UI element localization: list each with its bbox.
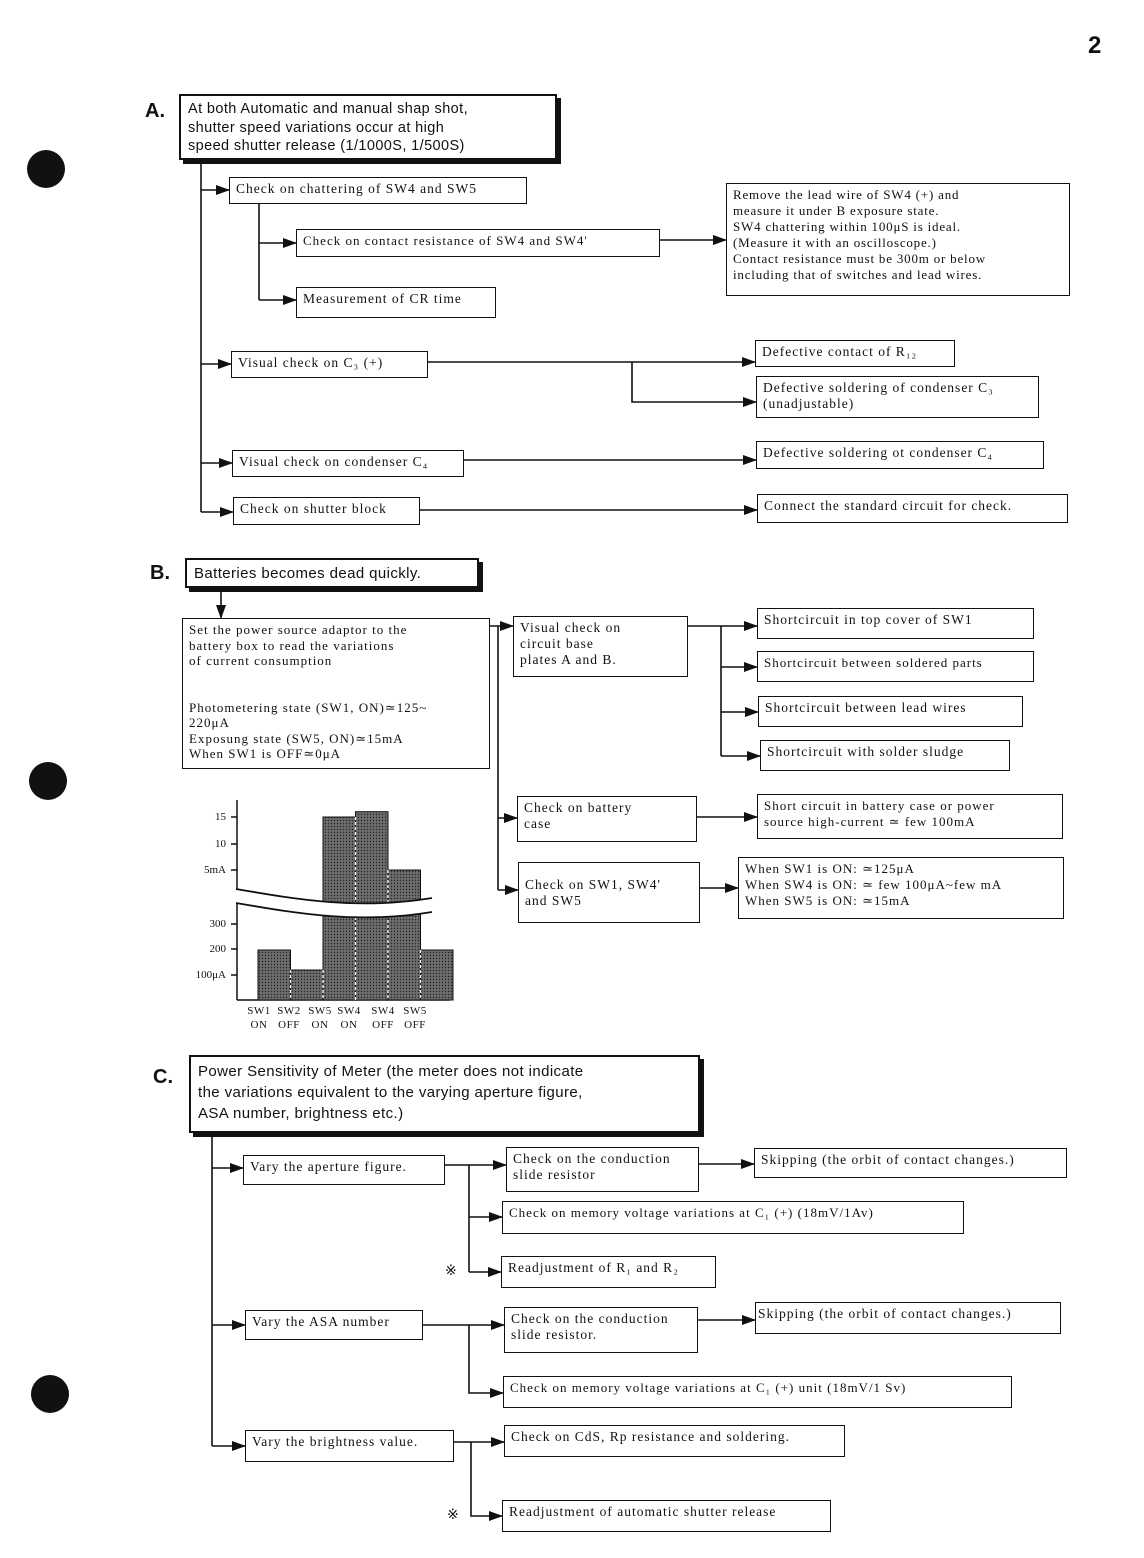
chart-bar: [291, 970, 324, 1000]
skipping-1-box: Skipping (the orbit of contact changes.): [754, 1148, 1067, 1178]
current-chart: [231, 800, 453, 1000]
page-number: 2: [1088, 32, 1102, 59]
vary-asa-box: Vary the ASA number: [245, 1310, 423, 1340]
x-category-label: SW5 OFF: [403, 1005, 427, 1031]
check-shutter-block-box: Check on shutter block: [233, 497, 420, 525]
check-memory-voltage-1-box: Check on memory voltage variations at C₁ (+) (18mV/1Av): [502, 1201, 964, 1234]
chart-bar: [258, 950, 291, 1000]
shortcircuit-lead-wires-box: Shortcircuit between lead wires: [758, 696, 1023, 727]
check-memory-voltage-2-box: Check on memory voltage variations at C₁ (+) unit (18mV/1 Sv): [503, 1376, 1012, 1408]
section-a-letter: A.: [145, 100, 165, 122]
remove-lead-wire-box: Remove the lead wire of SW4 (+) and measure it under B exposure state. SW4 chattering within 100μS is ideal. (Measure it with an oscilloscope.) Contact resistance must be 300m or below including that of switches and lead wires.: [726, 183, 1070, 296]
set-power-adaptor-box: Set the power source adaptor to the battery box to read the variations of current consumption Photometering state (SW1, ON)≃125~ 220μA Exposung state (SW5, ON)≃15mA When SW1 is OFF≃0μA: [182, 618, 490, 769]
x-category-label: SW4 ON: [337, 1005, 361, 1031]
visual-check-c4-box: Visual check on condenser C₄: [232, 450, 464, 477]
defective-soldering-c4-box: Defective soldering ot condenser C₄: [756, 441, 1044, 469]
defective-contact-r12-box: Defective contact of R₁₂: [755, 340, 955, 367]
sw-current-values-box: When SW1 is ON: ≃125μA When SW4 is ON: ≃ few 100μA~few mA When SW5 is ON: ≃15mA: [738, 857, 1064, 919]
check-cds-box: Check on CdS, Rp resistance and soldering.: [504, 1425, 845, 1457]
x-category-label: SW2 OFF: [277, 1005, 301, 1031]
section-c-heading: Power Sensitivity of Meter (the meter does not indicate the variations equivalent to the varying aperture figure, ASA number, brightness etc.): [189, 1055, 700, 1133]
shortcircuit-top-cover-box: Shortcircuit in top cover of SW1: [757, 608, 1034, 639]
check-chattering-box: Check on chattering of SW4 and SW5: [229, 177, 527, 204]
shortcircuit-sludge-box: Shortcircuit with solder sludge: [760, 740, 1010, 771]
check-slide-resistor-2-box: Check on the conduction slide resistor.: [504, 1307, 698, 1353]
note-mark: ※: [447, 1507, 459, 1523]
x-category-label: SW1 ON: [247, 1005, 271, 1031]
check-contact-resistance-box: Check on contact resistance of SW4 and SW4': [296, 229, 660, 257]
y-tick-label: 5mA: [204, 864, 226, 876]
connect-standard-circuit-box: Connect the standard circuit for check.: [757, 494, 1068, 523]
vary-brightness-box: Vary the brightness value.: [245, 1430, 454, 1462]
x-category-label: SW5 ON: [308, 1005, 332, 1031]
section-b-heading: Batteries becomes dead quickly.: [185, 558, 479, 588]
shortcircuit-soldered-box: Shortcircuit between soldered parts: [757, 651, 1034, 682]
readjust-auto-shutter-box: Readjustment of automatic shutter release: [502, 1500, 831, 1532]
x-category-label: SW4 OFF: [371, 1005, 395, 1031]
y-tick-label: 15: [215, 811, 226, 823]
section-a-heading: At both Automatic and manual shap shot, shutter speed variations occur at high speed shutter release (1/1000S, 1/500S): [179, 94, 557, 160]
y-tick-label: 100μA: [195, 969, 226, 981]
section-b-letter: B.: [150, 562, 170, 584]
chart-bar: [421, 950, 454, 1000]
defective-soldering-c3-box: Defective soldering of condenser C₃ (unadjustable): [756, 376, 1039, 418]
measure-cr-time-box: Measurement of CR time: [296, 287, 496, 318]
chart-bar: [388, 870, 421, 1000]
short-battery-case-box: Short circuit in battery case or power source high-current ≃ few 100mA: [757, 794, 1063, 839]
check-slide-resistor-1-box: Check on the conduction slide resistor: [506, 1147, 699, 1192]
y-tick-label: 300: [209, 918, 226, 930]
check-sw-box: Check on SW1, SW4' and SW5: [518, 862, 700, 923]
visual-check-c3-box: Visual check on C₃ (+): [231, 351, 428, 378]
y-tick-label: 200: [209, 943, 226, 955]
readjust-r1-r2-box: Readjustment of R₁ and R₂: [501, 1256, 716, 1288]
skipping-2-box: Skipping (the orbit of contact changes.): [755, 1302, 1061, 1334]
note-mark: ※: [445, 1263, 457, 1279]
y-tick-label: 10: [215, 838, 226, 850]
vary-aperture-box: Vary the aperture figure.: [243, 1155, 445, 1185]
visual-check-circuit-box: Visual check on circuit base plates A and B.: [513, 616, 688, 677]
section-c-letter: C.: [153, 1066, 173, 1088]
check-battery-case-box: Check on battery case: [517, 796, 697, 842]
